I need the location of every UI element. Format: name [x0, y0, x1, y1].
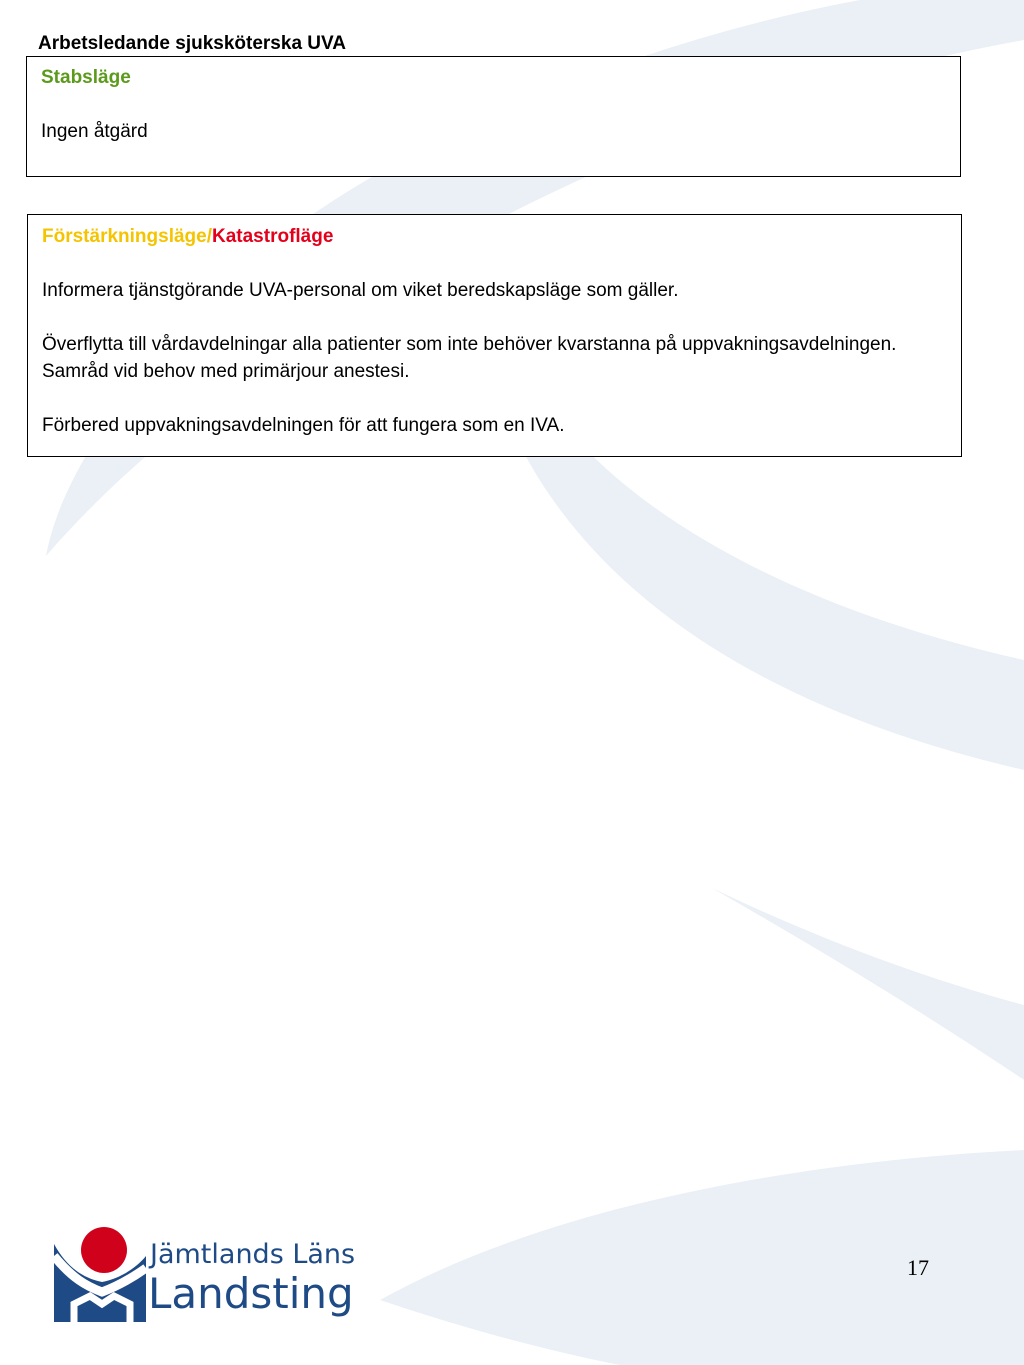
logo-text-line1: Jämtlands Läns — [150, 1239, 356, 1270]
stabslage-heading: Stabsläge — [41, 67, 131, 88]
instruction-paragraph-2: Överflytta till vårdavdelningar alla patienter som inte behöver kvarstanna på uppvakningsavdelningen. Samråd vid behov med primärjour anestesi. — [42, 334, 897, 382]
page-number: 17 — [907, 1255, 929, 1280]
document-title: Arbetsledande sjuksköterska UVA — [38, 33, 346, 54]
stabslage-text: Ingen åtgärd — [41, 121, 148, 142]
forstarkning-heading — [42, 223, 947, 250]
katastrof-heading-part2: Katastrofläge — [212, 226, 334, 247]
stabslage-box — [26, 56, 961, 177]
instruction-paragraph-1: Informera tjänstgörande UVA-personal om viket beredskapsläge som gäller. — [42, 280, 679, 301]
landsting-logo — [52, 1226, 372, 1326]
logo-emblem-icon — [52, 1226, 148, 1322]
watermark-sweep-bottom — [712, 888, 1024, 1080]
forstarkning-katastrof-box — [27, 214, 962, 457]
logo-text-line2: Landsting — [148, 1269, 354, 1318]
instruction-paragraph-3: Förbered uppvakningsavdelningen för att fungera som en IVA. — [42, 415, 565, 436]
forstarkning-heading-part1: Förstärkningsläge/ — [42, 226, 212, 247]
